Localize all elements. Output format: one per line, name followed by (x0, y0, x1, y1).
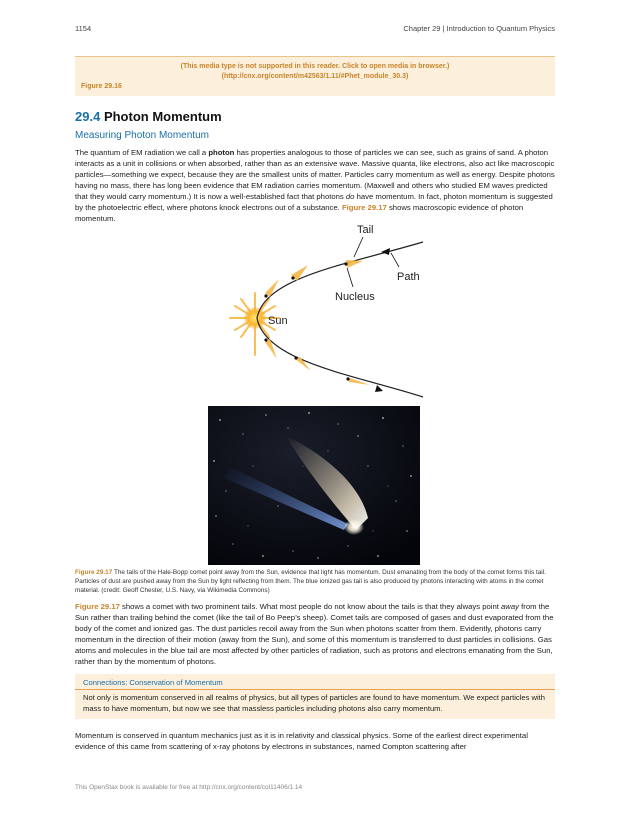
media-notice-link[interactable]: (This media type is not supported in this reader. Click to open media in browser.) (http://cnx.org/content/m42563/1.11/#Phet_module_30.3) (180, 63, 450, 80)
tail-pointer (354, 237, 363, 257)
nucleus-pointer (347, 268, 353, 287)
paragraph-3: Momentum is conserved in quantum mechanics just as it is in relativity and classical physics. Some of the earliest direct experimental evidence of this came from scattering of x-ray photons by electrons in substances, named Compton scattering after (75, 731, 528, 751)
paragraph-1-emphasis: do (345, 192, 355, 201)
hale-bopp-photo (208, 406, 420, 565)
section-number: 29.4 (75, 109, 101, 124)
comet-coma (344, 519, 364, 535)
path-arrow-icons (375, 248, 390, 392)
connections-body: Not only is momentum conserved in all realms of physics, but all types of particles are found to have momentum. We expect particles with mass to have momentum, but now we see that massless particles including photons also carry momentum. (83, 693, 546, 713)
section-title-text: Photon Momentum (103, 109, 222, 124)
caption-text: The tails of the Hale-Bopp comet point away from the Sun, evidence that light has momentum. Dust emanating from the body of the comet forms this tail. Particles of dust are pushed away from the Sun by light reflecting from them. The blue ionized gas tail is also produced by photons interacting with atoms in the comet material. (credit: Geoff Chester, U.S. Navy, via Wikimedia Commons) (75, 569, 546, 594)
footer: This OpenStax book is available for free at http://cnx.org/content/col11406/1.14 (75, 784, 303, 791)
subheading: Measuring Photon Momentum (75, 130, 209, 141)
media-figure-label: Figure 29.16 (81, 83, 122, 90)
media-box[interactable] (75, 56, 555, 96)
paragraph-2-emphasis: away (501, 602, 519, 611)
figure-29-17-link-2[interactable]: Figure 29.17 (75, 602, 120, 611)
section-title (75, 109, 222, 124)
running-head: Chapter 29 | Introduction to Quantum Physics (403, 24, 555, 33)
figure-29-17-link[interactable]: Figure 29.17 (341, 203, 387, 212)
connections-rule (75, 689, 555, 690)
paragraph-2-text-d: from the Sun rather than trailing behind the comet (like the tail of Bo Peep’s sheep). Comet tails are composed of gases and dust evaporated from the body of the comet and ionized gas. The dust particles recoil away from the Sun when photons scatter from them. Evidently, photons carry momentum in the direction of their motion (away from the Sun), and some of this momentum is transferred to dust particles in collisions. Gas atoms and molecules in the blue tail are most affected by other particles of radiation, such as protons and electrons emanating from the Sun, rather than by the momentum of photons. (75, 602, 554, 666)
comet-diagram (205, 217, 435, 402)
paragraph-1-text-c: has properties analogous to those of particles we can see, such as grains of sand. A photon interacts as a unit in collisions or when absorbed, rather than as an extensive wave. Massive quanta, like electrons, also act like macroscopic particles—something we expect, because they are the smallest units of matter. Particles carry momentum as well as energy. Despite photons having no mass, there has long been evidence that EM radiation carries momentum. (Maxwell and others who studied EM waves predicted that they would carry momentum.) It is now a well-established fact that photons (75, 148, 555, 201)
caption-label: Figure 29.17 (75, 569, 113, 576)
label-sun: Sun (268, 315, 288, 327)
paragraph-2 (75, 601, 557, 667)
label-path: Path (397, 271, 420, 283)
paragraph-1 (75, 147, 557, 224)
night-sky (208, 406, 420, 565)
paragraph-1-text-g: shows macroscopic evidence of photon momentum. (75, 203, 524, 223)
page-number: 1154 (75, 24, 92, 33)
connections-box (75, 674, 555, 719)
connections-heading: Connections: Conservation of Momentum (83, 678, 223, 687)
paragraph-2-text-b: shows a comet with two prominent tails. What most people do not know about the tails is that they always point (119, 602, 502, 611)
photon-term: photon (208, 148, 235, 157)
path-pointer (391, 253, 399, 267)
figure-caption (75, 568, 555, 595)
label-nucleus: Nucleus (335, 291, 375, 303)
paragraph-1-text-e: have momentum. In fact, photon momentum is suggested by the photoelectric effect, where photons knock electrons out of a substance. (75, 192, 553, 212)
label-tail: Tail (357, 224, 374, 236)
paragraph-1-text-a: The quantum of EM radiation we call a (75, 148, 209, 157)
